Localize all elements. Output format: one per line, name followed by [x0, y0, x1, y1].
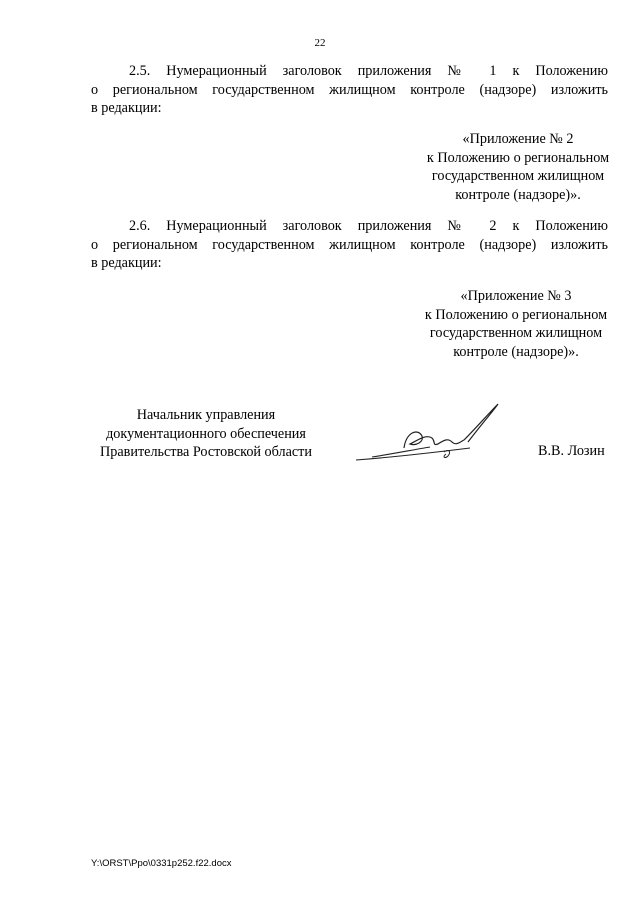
item-2-5-line-2: о региональном государственном жилищном контроле (надзоре) изложить — [91, 81, 608, 98]
footer-file-path: Y:\ORST\Ppo\0331p252.f22.docx — [91, 858, 232, 869]
appendix-2-line-4: контроле (надзоре)». — [455, 186, 581, 203]
appendix-2-line-3: государственном жилищном — [431, 168, 605, 184]
appendix-3-line-1: «Приложение № 3 — [460, 288, 572, 304]
item-2-5-line-1: 2.5. Нумерационный заголовок приложения № 1 к Положению — [129, 63, 608, 79]
item-2-6-line-3: в редакции: — [91, 255, 162, 271]
item-2-6-paragraph — [91, 217, 608, 273]
signatory-title-line-3: Правительства Ростовской области — [100, 444, 312, 460]
handwritten-signature — [352, 402, 502, 466]
appendix-2-line-2: к Положению о региональном — [426, 149, 610, 166]
item-2-6-line-1: 2.6. Нумерационный заголовок приложения № 2 к Положению — [129, 218, 608, 234]
appendix-3-line-4: контроле (надзоре)». — [453, 343, 579, 360]
item-2-6-line-2: о региональном государственном жилищном контроле (надзоре) изложить — [91, 236, 608, 253]
appendix-3-line-2: к Положению о региональном — [424, 306, 608, 323]
signatory-title-line-2: документационного обеспечения — [106, 425, 306, 442]
appendix-3-block — [386, 287, 640, 361]
signatory-title — [81, 406, 331, 462]
item-2-5-line-3: в редакции: — [91, 100, 162, 116]
signatory-title-line-1: Начальник управления — [136, 407, 276, 423]
appendix-3-line-3: государственном жилищном — [429, 325, 603, 341]
page-number: 22 — [314, 37, 326, 49]
signatory-name: В.В. Лозин — [538, 443, 605, 459]
appendix-2-line-1: «Приложение № 2 — [462, 131, 574, 147]
appendix-2-block — [388, 130, 640, 204]
item-2-5-paragraph — [91, 62, 608, 118]
